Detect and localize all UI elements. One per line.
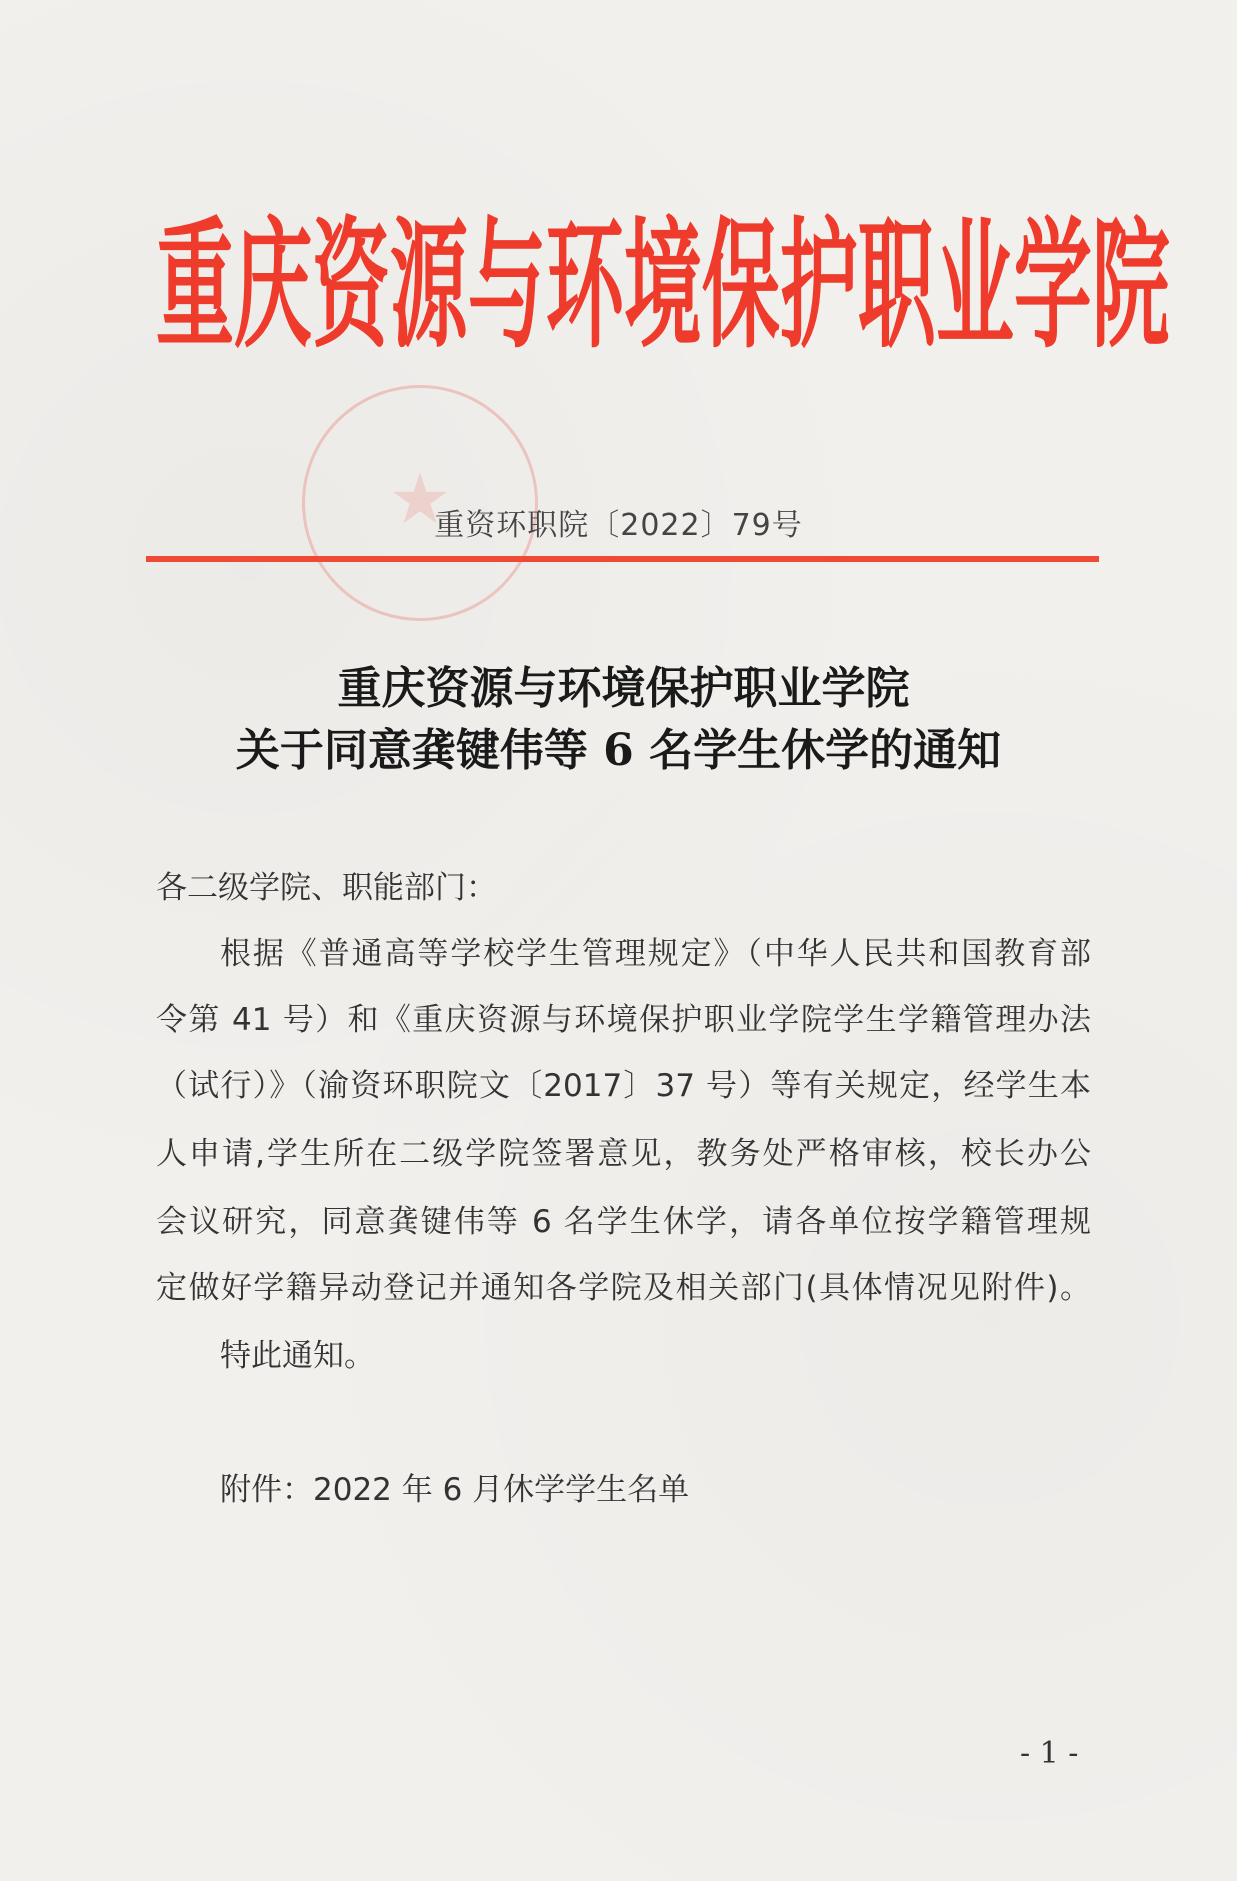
notice-title-line2: 关于同意龚键伟等 6 名学生休学的通知 bbox=[235, 725, 1002, 776]
notice-title-line1: 重庆资源与环境保护职业学院 bbox=[337, 663, 910, 714]
seal-star-icon: ★ bbox=[388, 458, 452, 540]
paragraph-line: 令第 41 号）和《重庆资源与环境保护职业学院学生学籍管理办法 bbox=[156, 1002, 1091, 1038]
red-divider-line bbox=[146, 556, 1099, 562]
paragraph-line: 人申请,学生所在二级学院签署意见，教务处严格审核，校长办公 bbox=[156, 1136, 1091, 1172]
page-number: - 1 - bbox=[1020, 1736, 1079, 1771]
closing-text: 特此通知。 bbox=[220, 1338, 375, 1374]
paragraph-line: 定做好学籍异动登记并通知各学院及相关部门(具体情况见附件)。 bbox=[156, 1270, 1091, 1306]
paragraph-line: 会议研究，同意龚键伟等 6 名学生休学，请各单位按学籍管理规 bbox=[156, 1204, 1091, 1240]
institution-red-header: 重庆资源与环境保护职业学院 bbox=[156, 204, 1170, 368]
attachment-reference: 附件：2022 年 6 月休学学生名单 bbox=[220, 1472, 690, 1508]
paragraph-line: 根据《普通高等学校学生管理规定》（中华人民共和国教育部 bbox=[220, 936, 1091, 972]
salutation: 各二级学院、职能部门： bbox=[156, 870, 497, 906]
paragraph-line: （试行）》（渝资环职院文〔2017〕37 号）等有关规定，经学生本 bbox=[156, 1068, 1091, 1104]
document-number: 重资环职院〔2022〕79号 bbox=[434, 508, 803, 543]
